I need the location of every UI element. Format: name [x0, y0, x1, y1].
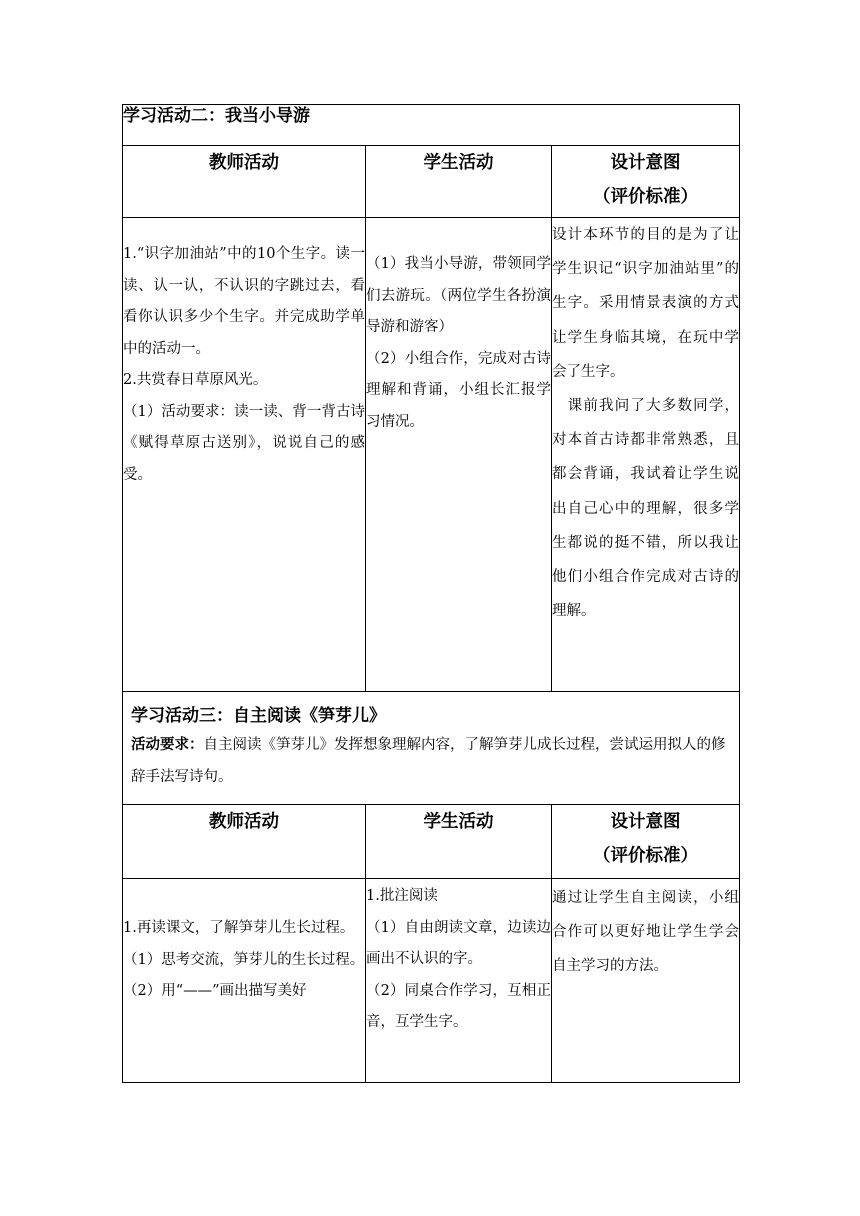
student-paragraph: （2）同桌合作学习，互相正音，互学生字。: [366, 982, 551, 1030]
header-teacher-label: 教师活动: [209, 153, 279, 173]
design-paragraph: 设计本环节的目的是为了让学生识记“识字加油站里”的生字。采用情景表演的方式让学生身临其境，在玩中学会了生字。: [552, 227, 740, 380]
teacher-paragraph: 2.共赏春日草原风光。: [123, 372, 268, 388]
activity3-header-student: [366, 805, 552, 879]
activity2-title-row: [123, 105, 740, 146]
lesson-plan-table: [122, 104, 740, 1083]
teacher-paragraph: 1.“识字加油站”中的10个生字。读一读、认一认，不认识的字跳过去，看看你认识多少个生字。并完成助学单中的活动一。: [123, 246, 365, 357]
activity3-title: 学习活动三：自主阅读《笋芽儿》: [131, 706, 386, 726]
activity2-header-teacher: [123, 146, 366, 218]
teacher-paragraph: （2）用“——”画出描写美好: [123, 983, 307, 999]
student-paragraph: 1.批注阅读: [366, 888, 438, 904]
activity2-body-row: [123, 218, 740, 692]
requirement-label: 活动要求：: [131, 737, 204, 753]
teacher-paragraph: （1）思考交流，笋芽儿的生长过程。: [123, 951, 365, 968]
header-design-label: 设计意图: [610, 812, 681, 832]
activity2-title: 学习活动二：我当小导游: [123, 105, 740, 146]
activity3-requirement: [123, 729, 739, 793]
activity3-title-row: [123, 692, 740, 805]
student-paragraph: （1）我当小导游，带领同学们去游玩。（两位学生各扮演导游和游客）: [366, 256, 551, 335]
design-paragraph: 通过让学生自主阅读，小组合作可以更好地让学生学会自主学习的方法。: [552, 890, 740, 974]
activity2-student-cell: [366, 218, 552, 692]
activity3-student-cell: [366, 879, 552, 1083]
header-student-label: 学生活动: [423, 153, 494, 173]
activity2-header-row: [123, 146, 740, 218]
header-design-label: 设计意图: [610, 153, 681, 173]
header-teacher-label: 教师活动: [209, 812, 279, 832]
header-student-label: 学生活动: [423, 812, 494, 832]
teacher-paragraph: （1）活动要求：读一读、背一背古诗《赋得草原古送别》，说说自己的感受。: [123, 403, 365, 483]
teacher-paragraph: 1.再读课文，了解笋芽儿生长过程。: [123, 920, 355, 936]
requirement-text: 自主阅读《笋芽儿》发挥想象理解内容，了解笋芽儿成长过程，尝试运用拟人的修辞手法写诗句。: [131, 737, 726, 785]
student-paragraph: （2）小组合作，完成对古诗理解和背诵，小组长汇报学习情况。: [366, 350, 551, 430]
design-paragraph: 课前我问了大多数同学，对本首古诗都非常熟悉，且都会背诵，我试着让学生说出自己心中的理解，很多学生都说的挺不错，所以我让他们小组合作完成对古诗的理解。: [552, 398, 740, 620]
activity2-header-design: [552, 146, 740, 218]
header-design-sublabel: （评价标准）: [593, 187, 699, 207]
activity2-header-student: [366, 146, 552, 218]
header-design-sublabel: （评价标准）: [593, 846, 699, 866]
student-paragraph: （1）自由朗读文章，边读边画出不认识的字。: [366, 919, 551, 967]
activity3-header-teacher: [123, 805, 366, 879]
activity3-title-cell: [123, 692, 740, 805]
activity3-design-cell: [552, 879, 740, 1083]
activity2-design-cell: [552, 218, 740, 692]
activity3-header-design: [552, 805, 740, 879]
activity3-teacher-cell: [123, 879, 366, 1083]
activity2-teacher-cell: [123, 218, 366, 692]
activity3-body-row: [123, 879, 740, 1083]
activity3-header-row: [123, 805, 740, 879]
